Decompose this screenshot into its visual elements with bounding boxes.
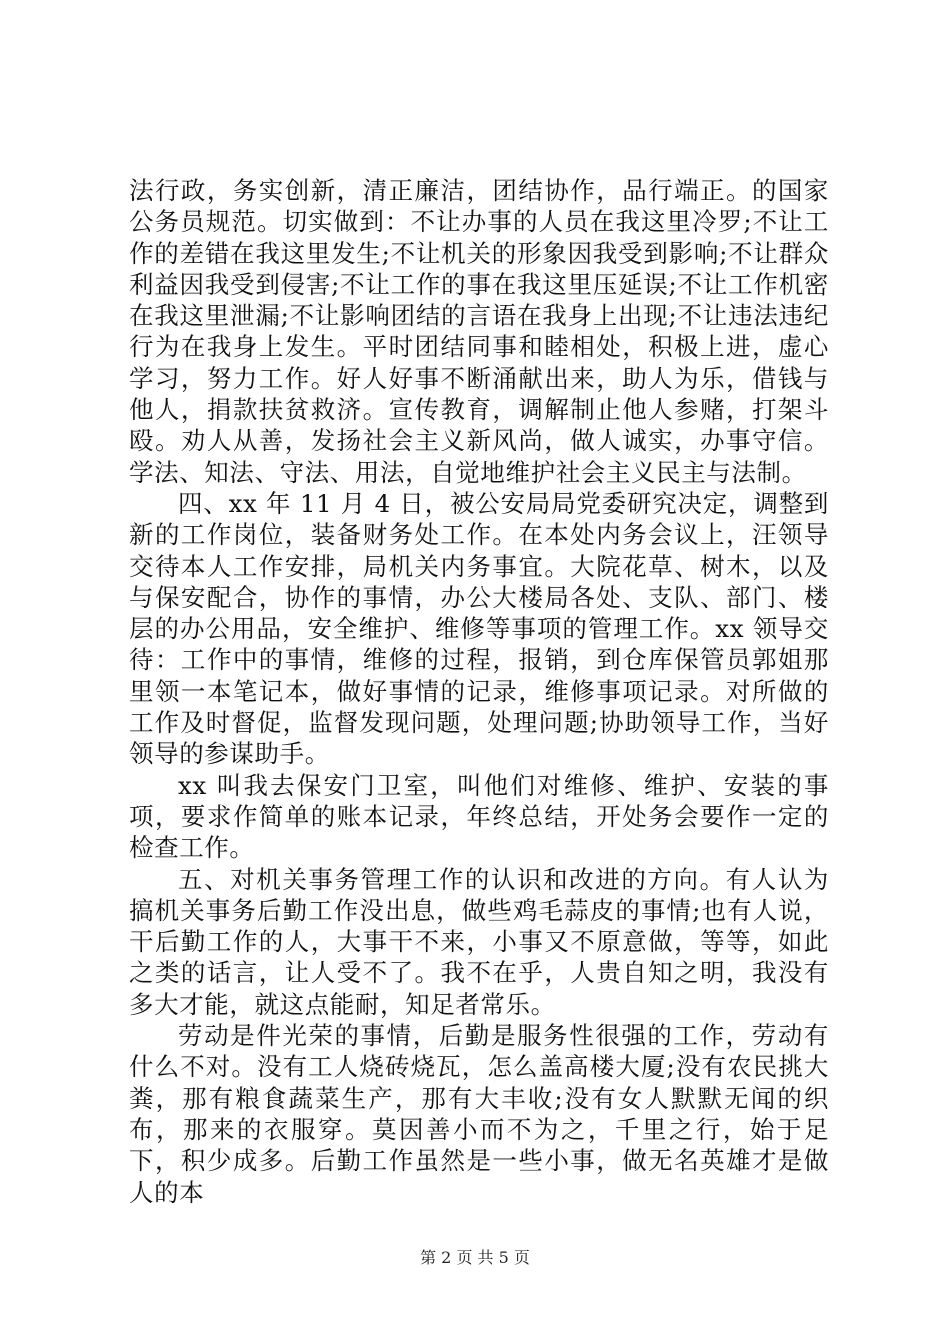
document-body: [129, 175, 829, 1208]
paragraph-3: xx 叫我去保安门卫室，叫他们对维修、维护、安装的事项，要求作简单的账本记录，年终总结，开处务会要作一定的检查工作。: [129, 770, 829, 863]
paragraph-4: 五、对机关事务管理工作的认识和改进的方向。有人认为搞机关事务后勤工作没出息，做些鸡毛蒜皮的事情;也有人说，干后勤工作的人，大事干不来，小事又不原意做，等等，如此之类的话言，让人受不了。我不在乎，人贵自知之明，我没有多大才能，就这点能耐，知足者常乐。: [129, 864, 829, 1019]
paragraph-5: 劳动是件光荣的事情，后勤是服务性很强的工作，劳动有什么不对。没有工人烧砖烧瓦，怎么盖高楼大厦;没有农民挑大粪，那有粮食蔬菜生产，那有大丰收;没有女人默默无闻的织布，那来的衣服穿。莫因善小而不为之，千里之行，始于足下，积少成多。后勤工作虽然是一些小事，做无名英雄才是做人的本: [129, 1021, 829, 1207]
page-footer: 第 2 页 共 5 页: [420, 1248, 530, 1267]
paragraph-2: 四、xx 年 11 月 4 日，被公安局局党委研究决定，调整到新的工作岗位，装备财务处工作。在本处内务会议上，汪领导交待本人工作安排，局机关内务事宜。大院花草、树木，以及与保安配合，协作的事情，办公大楼局各处、支队、部门、楼层的办公用品，安全维护、维修等事项的管理工作。xx 领导交待：工作中的事情，维修的过程，报销，到仓库保管员郭姐那里领一本笔记本，做好事情的记录，维修事项记录。对所做的工作及时督促，监督发现问题，处理问题;协助领导工作，当好领导的参谋助手。: [129, 488, 829, 769]
paragraph-1: 法行政，务实创新，清正廉洁，团结协作，品行端正。的国家公务员规范。切实做到：不让办事的人员在我这里冷罗;不让工作的差错在我这里发生;不让机关的形象因我受到影响;不让群众利益因我受到侵害;不让工作的事在我这里压延误;不让工作机密在我这里泄漏;不让影响团结的言语在我身上出现;不让违法违纪行为在我身上发生。平时团结同事和睦相处，积极上进，虚心学习，努力工作。好人好事不断涌献出来，助人为乐，借钱与他人，捐款扶贫救济。宣传教育，调解制止他人参赌，打架斗殴。劝人从善，发扬社会主义新风尚，做人诚实，办事守信。学法、知法、守法、用法，自觉地维护社会主义民主与法制。: [129, 176, 829, 487]
